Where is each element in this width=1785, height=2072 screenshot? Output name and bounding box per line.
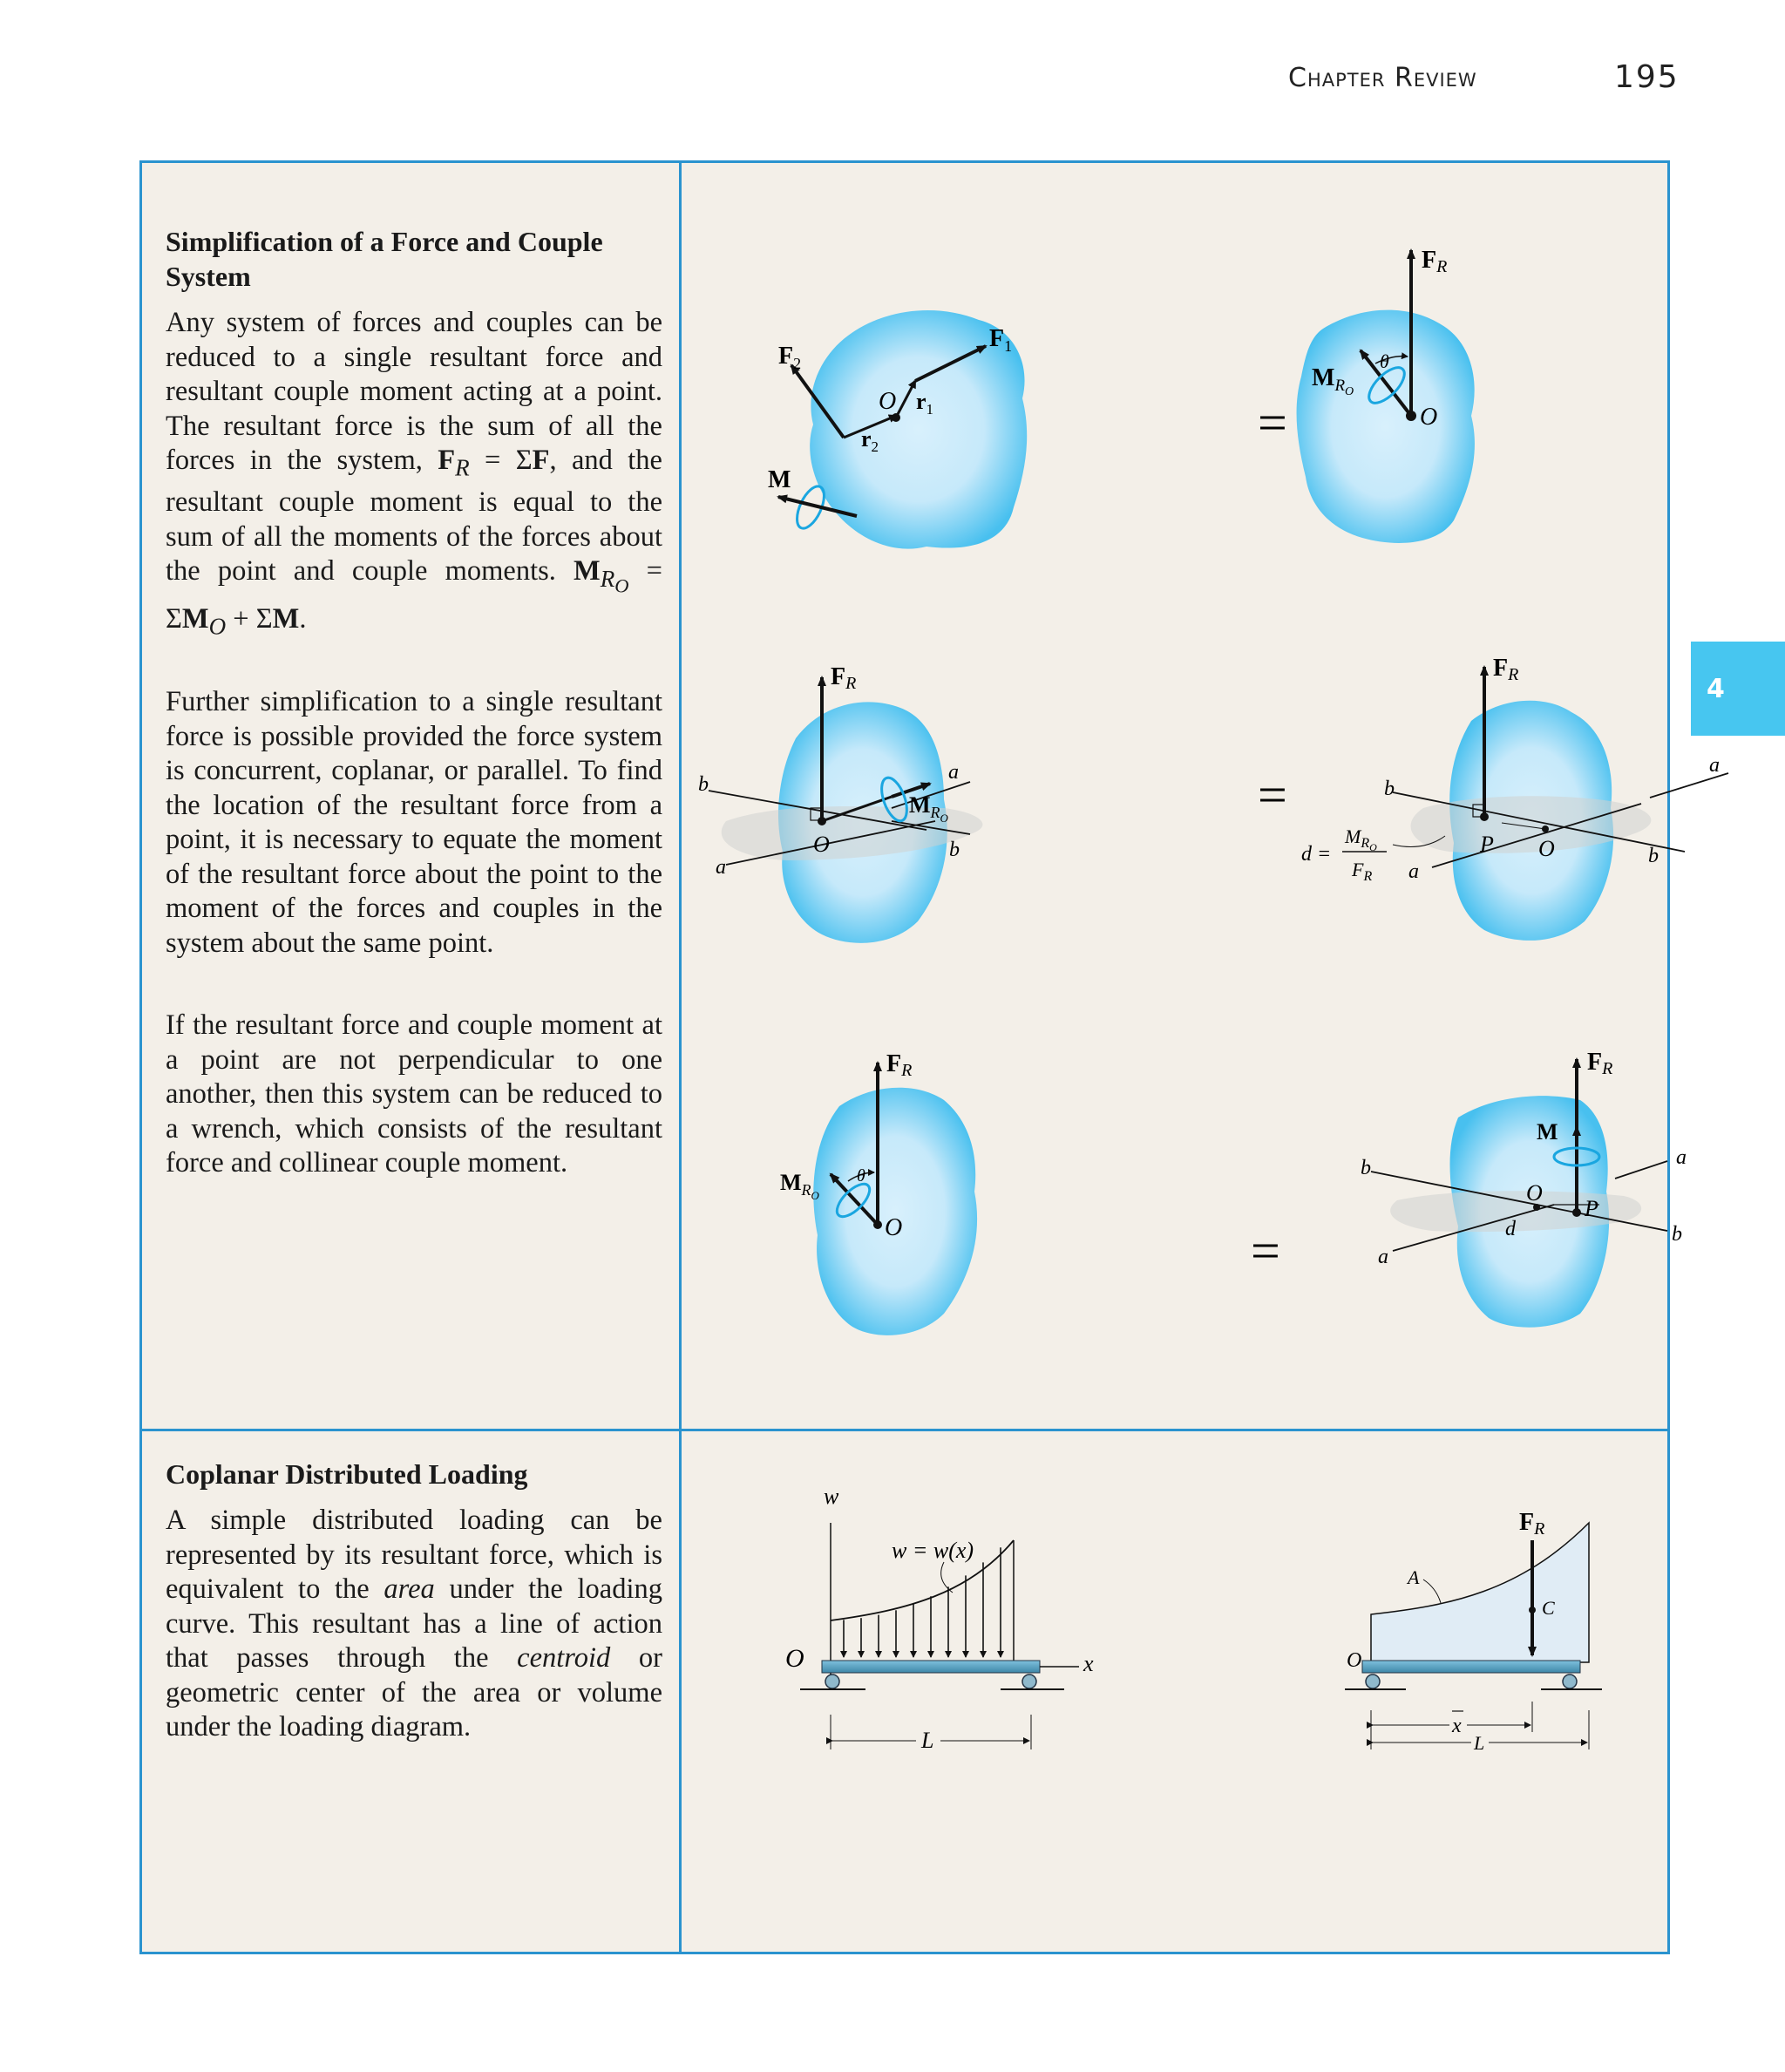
equals-sign: = [1258,766,1287,824]
label-L: L [1474,1732,1485,1754]
label-FR: FR [831,663,857,693]
section-title: Coplanar Distributed Loading [166,1458,528,1490]
label-b: b [1384,778,1395,800]
label-MRO: $M_RO$ [780,1170,819,1202]
paragraph-resultant: Any system of forces and couples can be reduced to a single resultant force and resultant couple moment acting at a point. The resultant force is the sum of all the forces in the system, $F_R = \Sigma F$, and the resultant couple moment is equal to the sum of all the moments of the forces about the point and couple moments. $M_{R_O} = \Sigma M_O + \Sigma M$. [166,307,662,640]
label-FR: FR [1587,1049,1613,1078]
label-FR: FR [1493,655,1519,684]
fig-single-resultant-force [1301,655,1728,941]
force-couple-figures [682,163,1720,1950]
paragraph-further-simplification: Further simplification to a single resultant force is possible provided the force system is concurrent, coplanar, or parallel. To find the location of the resultant force from a point, it is necessary to equate the moment of the resultant force about the point to the moment of the forces and couples in the system about the same point. [166,686,662,959]
label-a: a [1408,860,1419,883]
label-a: a [948,761,959,784]
label-M: M [1537,1119,1558,1145]
label-C: C [1542,1597,1555,1619]
label-L: L [921,1728,934,1753]
fig-wrench [1361,1049,1687,1328]
label-MRO-over: $M_RO$ [1345,825,1377,853]
label-a: a [1378,1246,1388,1268]
label-a: a [1709,754,1720,777]
label-MRO: $M_RO$ [909,792,948,825]
fig-resultant-with-moment [698,663,982,943]
fig-distributed-load [785,1484,1094,1753]
label-A: A [1408,1566,1420,1588]
fig-general-system [768,310,1027,549]
label-a: a [716,856,726,879]
label-P: P [1480,832,1494,857]
label-FR: FR [886,1050,913,1080]
label-O: O [1538,836,1555,861]
fig-resultant-at-O [1297,247,1475,543]
label-O: O [1347,1649,1362,1672]
page-number: 195 [1614,59,1680,95]
label-O: O [885,1214,903,1241]
section-title: Simplification of a Force and Couple System [166,226,603,292]
label-w: w [824,1484,839,1509]
label-FR: FR [1519,1509,1545,1539]
fig-resultant-of-distributed-load [1345,1509,1602,1754]
label-a: a [1676,1146,1687,1169]
paragraph-distributed-loading: A simple distributed loading can be represented by its resultant force, which is equivalent to the area under the loading curve. This resultant has a line of action that passes through the centroid or geometric center of the area or volume under the loading diagram. [166,1505,662,1743]
section-force-couple-text [166,224,662,1181]
chapter-title: Chapter Review [1288,63,1477,93]
label-b: b [698,773,709,796]
label-d: d [1505,1218,1516,1240]
equals-sign: = [1258,394,1287,452]
label-w-function: w = w(x) [892,1538,974,1563]
label-r1: $r_1$ [916,389,934,418]
label-theta: θ [1380,350,1389,372]
label-d-equation: d = [1301,843,1332,866]
fig-non-perpendicular [780,1050,977,1335]
label-O: O [785,1644,804,1673]
chapter-thumb-tab[interactable] [1691,642,1785,736]
label-F2: $F_2$ [778,343,802,372]
label-O: O [879,388,897,415]
label-MRO: $M_RO$ [1312,364,1354,398]
label-b: b [1648,845,1659,867]
thumb-tab-label: 4 [1707,673,1725,704]
label-b: b [1672,1223,1682,1246]
label-F1: $F_1$ [989,325,1013,355]
label-FR: FR [1422,247,1448,276]
section-distributed-loading-text [166,1457,662,1745]
label-M: M [768,466,791,493]
equals-sign: = [1251,1222,1280,1280]
column-divider [679,163,682,1952]
label-O: O [813,832,830,857]
label-x: x [1083,1651,1094,1676]
label-b: b [949,839,960,861]
label-FR-under: $F_R$ [1352,859,1373,884]
paragraph-wrench: If the resultant force and couple moment at a point are not perpendicular to one another, then this system can be reduced to a wrench, which consists of the resultant force and collinear couple moment. [166,1009,662,1179]
label-O: O [1420,404,1438,431]
label-xbar: x [1452,1715,1462,1737]
chapter-review-table [139,160,1720,1954]
label-P: P [1585,1196,1598,1221]
label-r2: $r_2$ [861,426,879,455]
label-O: O [1526,1180,1543,1206]
label-theta: θ [857,1166,865,1185]
rigid-body-shape [1297,310,1475,543]
label-b: b [1361,1157,1371,1179]
